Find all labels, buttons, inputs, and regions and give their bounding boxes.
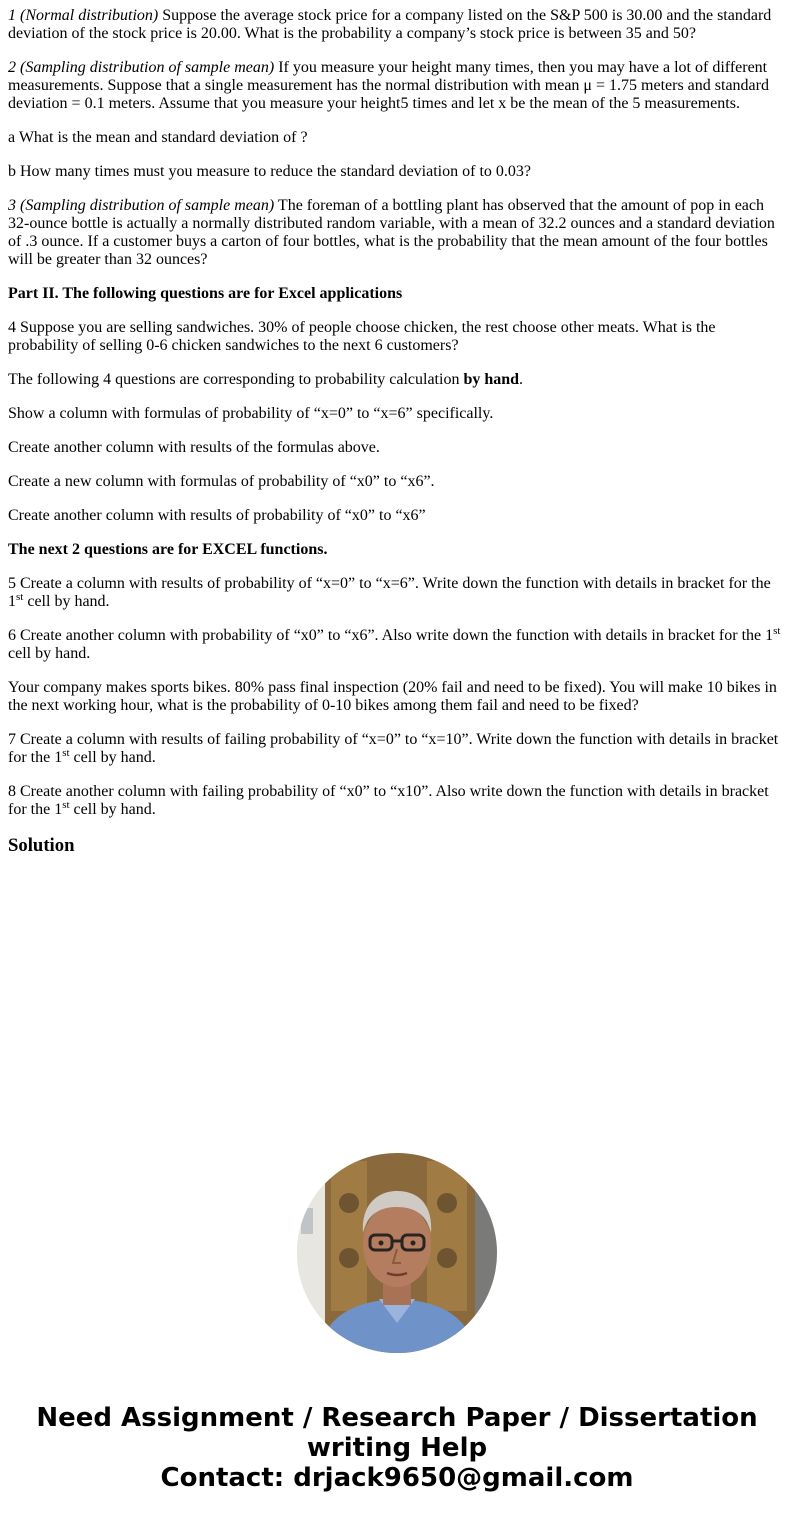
question-4: 4 Suppose you are selling sandwiches. 30% of people choose chicken, the rest choose other meats. What is the probability of selling 0-6 chicken sandwiches to the next 6 customers? — [8, 319, 716, 354]
document-body — [8, 7, 786, 857]
hand-intro-bold: by hand — [463, 371, 520, 388]
question-6-text: 6 Create another column with probability of “x0” to “x6”. Also write down the function with details in bracket for the 1 — [8, 627, 774, 644]
hand-item: Show a column with formulas of probability of “x=0” to “x=6” specifically. — [8, 405, 494, 422]
excel-heading — [8, 541, 786, 559]
question-7-end: cell by hand. — [69, 749, 156, 766]
question-3-text: The foreman of a bottling plant has observed that the amount of pop in each 32-ounce bottle is actually a normally distributed random variable, with a mean of 32.2 ounces and a standard deviation of .3 ounce. If a customer buys a carton of four bottles, what is the probability that the mean amount of the four bottles will be greater than 32 ounces? — [8, 197, 775, 268]
banner-line-2: writing Help — [306, 1433, 488, 1463]
hand-intro-end: . — [519, 371, 524, 388]
question-2-label: 2 (Sampling distribution of sample mean) — [8, 59, 275, 76]
question-1-label: 1 (Normal distribution) — [8, 7, 159, 24]
question-2b: b How many times must you measure to reduce the standard deviation of to 0.03? — [8, 163, 531, 180]
banner-contact: Contact: drjack9650@gmail.com — [160, 1463, 634, 1493]
bikes-scenario: Your company makes sports bikes. 80% pass final inspection (20% fail and need to be fixed). You will make 10 bikes in the next working hour, what is the probability of 0-10 bikes among them fail and need to be fixed? — [8, 679, 777, 714]
hand-item: Create another column with results of probability of “x0” to “x6” — [8, 507, 426, 524]
question-8-text: 8 Create another column with failing probability of “x0” to “x10”. Also write down the function with details in bracket for the 1 — [8, 783, 769, 818]
banner-line-1: Need Assignment / Research Paper / Dissertation — [36, 1403, 758, 1433]
hand-item: Create a new column with formulas of probability of “x0” to “x6”. — [8, 473, 435, 490]
question-2a: a What is the mean and standard deviation of ? — [8, 129, 308, 146]
part-2-heading-text: Part II. The following questions are for Excel applications — [8, 285, 403, 302]
question-7-text: 7 Create a column with results of failing probability of “x=0” to “x=10”. Write down the function with details in bracket for the 1 — [8, 731, 779, 766]
question-2 — [8, 59, 786, 113]
question-2-text: If you measure your height many times, then you may have a lot of different measurements. Suppose that a single measurement has the normal distribution with mean μ = 1.75 meters and standard deviation = 0.1 meters. Assume that you measure your height5 times and let x be the mean of the 5 measurements. — [8, 59, 769, 112]
hand-item: Create another column with results of the formulas above. — [8, 439, 380, 456]
part-2-heading — [8, 285, 786, 303]
excel-heading-text: The next 2 questions are for EXCEL functions. — [8, 541, 328, 558]
question-5-sup: st — [16, 591, 24, 603]
question-8-sup: st — [62, 799, 70, 811]
question-6-sup: st — [773, 625, 781, 637]
question-7-sup: st — [62, 747, 70, 759]
question-6 — [8, 627, 786, 663]
question-3-label: 3 (Sampling distribution of sample mean) — [8, 197, 275, 214]
help-banner — [0, 1403, 794, 1493]
question-5 — [8, 575, 786, 611]
question-6-end: cell by hand. — [8, 645, 91, 662]
tutor-avatar — [297, 1153, 497, 1353]
question-8-end: cell by hand. — [69, 801, 156, 818]
question-5-end: cell by hand. — [23, 593, 110, 610]
question-1 — [8, 7, 786, 43]
hand-intro — [8, 371, 786, 389]
question-5-text: 5 Create a column with results of probability of “x=0” to “x=6”. Write down the function with details in bracket for the 1 — [8, 575, 771, 610]
question-8 — [8, 783, 786, 819]
question-3 — [8, 197, 786, 269]
hand-intro-text: The following 4 questions are corresponding to probability calculation — [8, 371, 464, 388]
solution-heading: Solution — [8, 835, 75, 856]
tutor-photo — [297, 1153, 497, 1353]
question-1-text: Suppose the average stock price for a company listed on the S&P 500 is 30.00 and the standard deviation of the stock price is 20.00. What is the probability a company’s stock price is between 35 and 50? — [8, 7, 772, 42]
question-7 — [8, 731, 786, 767]
